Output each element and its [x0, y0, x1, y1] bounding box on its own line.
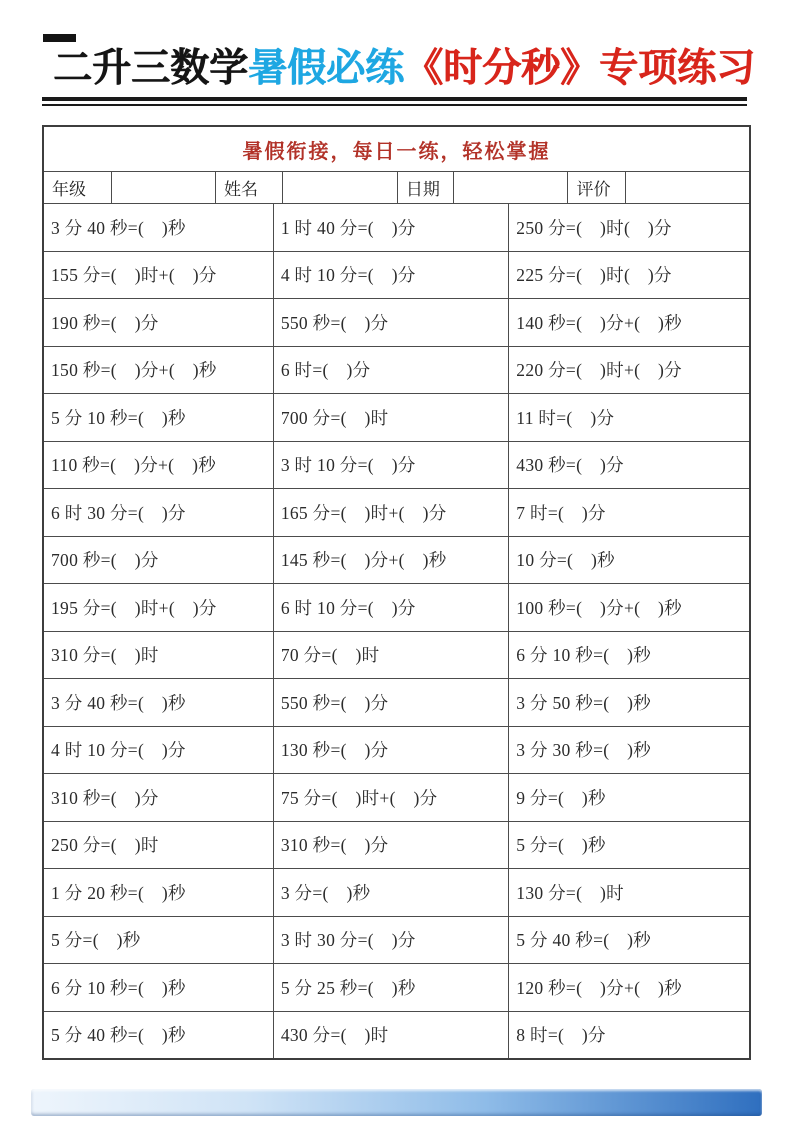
problem-cell: 145 秒=( )分+( )秒: [274, 537, 509, 584]
problem-cell: 120 秒=( )分+( )秒: [516, 977, 682, 998]
problem-cell: 250 分=( )时: [44, 822, 274, 869]
problem-cell: 190 秒=( )分: [44, 299, 274, 346]
problem-row: [44, 489, 749, 537]
problem-cell: 70 分=( )时: [274, 632, 509, 679]
info-label-date: 日期: [398, 172, 454, 203]
problem-row: [44, 964, 749, 1012]
top-left-mark: [43, 34, 76, 42]
problem-cell: 10 分=( )秒: [516, 550, 615, 571]
problem-cell: 700 分=( )时: [274, 394, 509, 441]
problem-row: [44, 204, 749, 252]
problem-cell: 100 秒=( )分+( )秒: [516, 597, 682, 618]
problem-cell: 3 时 10 分=( )分: [274, 442, 509, 489]
info-blank-date: [454, 172, 568, 203]
banner-text: 暑假衔接，每日一练，轻松掌握: [242, 140, 551, 163]
problem-cell: 3 分 40 秒=( )秒: [44, 679, 274, 726]
problem-row: [44, 917, 749, 965]
problem-cell: 5 分 10 秒=( )秒: [44, 394, 274, 441]
problem-cell: 75 分=( )时+( )分: [274, 774, 509, 821]
problem-row: [44, 727, 749, 775]
problem-cell: 310 分=( )时: [44, 632, 274, 679]
problem-cell: 550 秒=( )分: [274, 679, 509, 726]
problem-cell: 165 分=( )时+( )分: [274, 489, 509, 536]
problem-cell: 3 分 30 秒=( )秒: [516, 740, 652, 761]
info-label-grade: 年级: [44, 172, 112, 203]
problem-cell: 3 时 30 分=( )分: [274, 917, 509, 964]
title-segment-red: 《时分秒》专项练习: [404, 47, 756, 90]
info-row: [44, 172, 749, 204]
problem-row: [44, 584, 749, 632]
problem-cell: 3 分 40 秒=( )秒: [44, 204, 274, 251]
problem-row: [44, 869, 749, 917]
problem-row: [44, 394, 749, 442]
problem-cell: 250 分=( )时( )分: [516, 217, 672, 238]
problem-cell: 5 分 25 秒=( )秒: [274, 964, 509, 1011]
problem-cell: 700 秒=( )分: [44, 537, 274, 584]
problems-grid: [44, 204, 749, 1058]
problem-cell: 130 分=( )时: [516, 882, 624, 903]
problem-cell: 7 时=( )分: [516, 502, 606, 523]
problem-row: [44, 632, 749, 680]
problem-cell: 130 秒=( )分: [274, 727, 509, 774]
problem-cell: 5 分 40 秒=( )秒: [516, 930, 652, 951]
problem-cell: 5 分=( )秒: [44, 917, 274, 964]
problem-cell: 140 秒=( )分+( )秒: [516, 312, 682, 333]
problem-cell: 550 秒=( )分: [274, 299, 509, 346]
problem-cell: 1 时 40 分=( )分: [274, 204, 509, 251]
problem-row: [44, 442, 749, 490]
problem-row: [44, 299, 749, 347]
problem-cell: 9 分=( )秒: [516, 787, 606, 808]
problem-cell: 5 分=( )秒: [516, 835, 606, 856]
problem-cell: 6 分 10 秒=( )秒: [44, 964, 274, 1011]
problem-cell: 110 秒=( )分+( )秒: [44, 442, 274, 489]
title-segment-blue: 暑假必练: [248, 47, 405, 90]
problem-cell: 225 分=( )时( )分: [516, 265, 672, 286]
problem-cell: 6 时 10 分=( )分: [274, 584, 509, 631]
banner-row: [44, 127, 749, 172]
info-blank-grade: [112, 172, 216, 203]
problem-cell: 310 秒=( )分: [274, 822, 509, 869]
problem-cell: 195 分=( )时+( )分: [44, 584, 274, 631]
info-label-name: 姓名: [216, 172, 283, 203]
problem-cell: 430 分=( )时: [274, 1012, 509, 1059]
worksheet-table: [42, 125, 751, 1060]
problem-cell: 8 时=( )分: [516, 1025, 606, 1046]
problem-cell: 430 秒=( )分: [516, 455, 624, 476]
problem-cell: 6 时=( )分: [274, 347, 509, 394]
problem-cell: 150 秒=( )分+( )秒: [44, 347, 274, 394]
problem-cell: 3 分 50 秒=( )秒: [516, 692, 652, 713]
problem-cell: 4 时 10 分=( )分: [44, 727, 274, 774]
problem-cell: 3 分=( )秒: [274, 869, 509, 916]
page-title: [53, 44, 756, 96]
problem-row: [44, 252, 749, 300]
problem-row: [44, 679, 749, 727]
problem-row: [44, 822, 749, 870]
problem-cell: 6 时 30 分=( )分: [44, 489, 274, 536]
title-segment-black: 二升三数学: [53, 47, 249, 90]
problem-cell: 155 分=( )时+( )分: [44, 252, 274, 299]
problem-cell: 1 分 20 秒=( )秒: [44, 869, 274, 916]
problem-row: [44, 537, 749, 585]
title-underline: [42, 97, 747, 106]
problem-cell: 5 分 40 秒=( )秒: [44, 1012, 274, 1059]
footer-accent-bar: [31, 1089, 762, 1116]
problem-cell: 11 时=( )分: [516, 407, 615, 428]
problem-cell: 310 秒=( )分: [44, 774, 274, 821]
problem-row: [44, 1012, 749, 1059]
problem-cell: 6 分 10 秒=( )秒: [516, 645, 652, 666]
info-blank-evaluation: [626, 172, 749, 203]
problem-cell: 220 分=( )时+( )分: [516, 360, 682, 381]
info-label-evaluation: 评价: [568, 172, 626, 203]
problem-row: [44, 347, 749, 395]
problem-row: [44, 774, 749, 822]
info-blank-name: [283, 172, 398, 203]
problem-cell: 4 时 10 分=( )分: [274, 252, 509, 299]
